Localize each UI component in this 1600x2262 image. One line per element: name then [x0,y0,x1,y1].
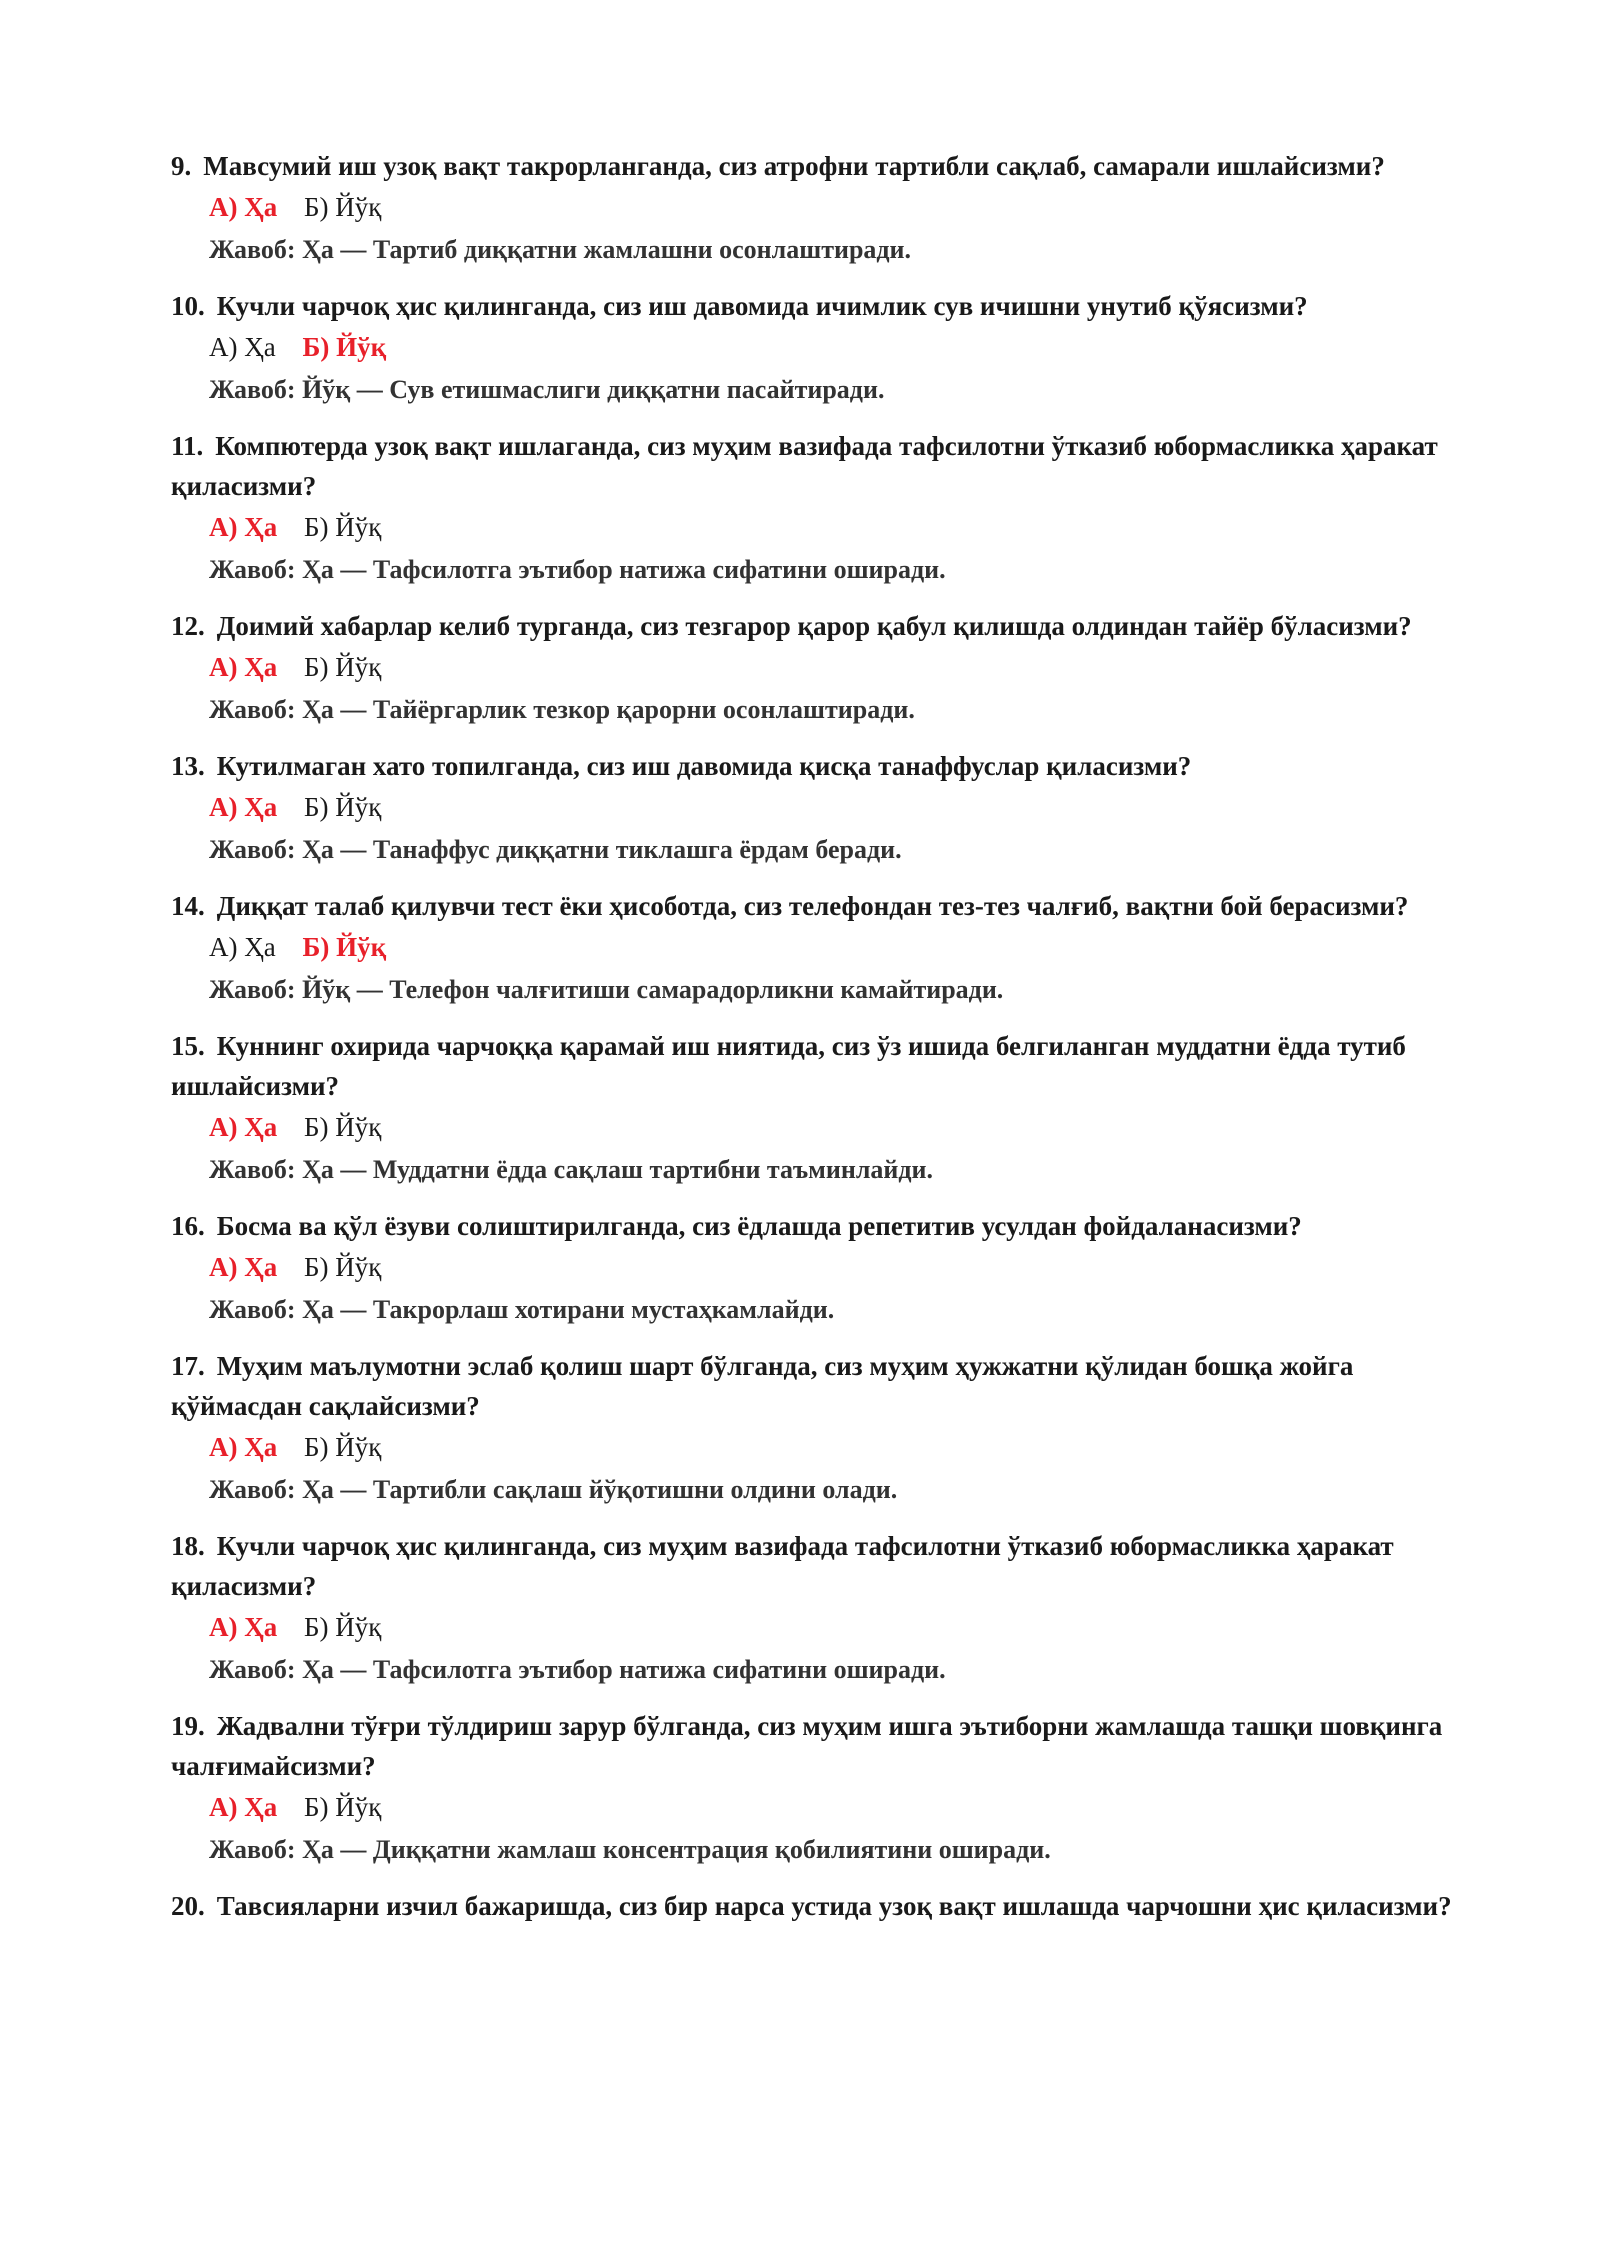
question-9 [171,146,1461,271]
question-number: 16. [171,1211,205,1241]
question-text [171,286,1461,326]
question-body: Диққат талаб қилувчи тест ёки ҳисоботда, сиз телефондан тез-тез чалғиб, вақтни бой берасизми? [216,891,1409,921]
option-a: А) Ҳа [209,1112,278,1142]
answer-options [209,1606,1461,1649]
question-text [171,1526,1461,1606]
question-number: 10. [171,291,205,321]
option-b: Б) Йўқ [302,332,387,362]
question-16 [171,1206,1461,1331]
question-number: 12. [171,611,205,641]
answer-options [209,1426,1461,1469]
option-b: Б) Йўқ [304,1112,382,1142]
option-a: А) Ҳа [209,932,276,962]
answer-options [209,926,1461,969]
option-b: Б) Йўқ [304,512,382,542]
question-body: Муҳим маълумотни эслаб қолиш шарт бўлганда, сиз муҳим ҳужжатни қўлидан бошқа жойга қўймасдан сақлайсизми? [171,1351,1354,1421]
question-body: Кучли чарчоқ ҳис қилинганда, сиз муҳим вазифада тафсилотни ўтказиб юбормасликка ҳаракат қиласизми? [171,1531,1394,1601]
answer-explanation: Жавоб: Ҳа — Тафсилотга эътибор натижа сифатини оширади. [209,1655,946,1684]
option-a: А) Ҳа [209,1792,278,1822]
question-body: Жадвални тўғри тўлдириш зарур бўлганда, сиз муҳим ишга эътиборни жамлашда ташқи шовқинга чалғимайсизми? [171,1711,1443,1781]
answer-options [209,786,1461,829]
option-b: Б) Йўқ [304,1432,382,1462]
question-19 [171,1706,1461,1871]
answer-options [209,646,1461,689]
question-number: 20. [171,1891,205,1921]
answer-options [209,186,1461,229]
question-body: Кучли чарчоқ ҳис қилинганда, сиз иш давомида ичимлик сув ичишни унутиб қўясизми? [216,291,1308,321]
question-text [171,146,1461,186]
option-a: А) Ҳа [209,192,278,222]
answer-explanation: Жавоб: Йўқ — Сув етишмаслиги диққатни пасайтиради. [209,375,885,404]
option-b: Б) Йўқ [304,652,382,682]
answer-explanation: Жавоб: Ҳа — Тафсилотга эътибор натижа сифатини оширади. [209,555,946,584]
question-number: 17. [171,1351,205,1381]
option-a: А) Ҳа [209,652,278,682]
question-12 [171,606,1461,731]
question-number: 9. [171,151,192,181]
option-b: Б) Йўқ [304,192,382,222]
question-body: Куннинг охирида чарчоққа қарамай иш ниятида, сиз ўз ишида белгиланган муддатни ёдда тутиб ишлайсизми? [171,1031,1406,1101]
option-b: Б) Йўқ [304,1252,382,1282]
question-number: 14. [171,891,205,921]
question-text [171,1206,1461,1246]
question-text [171,1026,1461,1106]
answer-explanation: Жавоб: Йўқ — Телефон чалғитиши самарадорликни камайтиради. [209,975,1004,1004]
question-body: Доимий хабарлар келиб турганда, сиз тезгарор қарор қабул қилишда олдиндан тайёр бўласизми? [216,611,1412,641]
document-page [171,146,1461,1941]
question-number: 18. [171,1531,205,1561]
option-a: А) Ҳа [209,332,276,362]
answer-options [209,1786,1461,1829]
question-number: 13. [171,751,205,781]
question-text [171,426,1461,506]
option-a: А) Ҳа [209,1252,278,1282]
question-11 [171,426,1461,591]
question-13 [171,746,1461,871]
option-b: Б) Йўқ [304,1612,382,1642]
answer-explanation: Жавоб: Ҳа — Тайёргарлик тезкор қарорни осонлаштиради. [209,695,915,724]
question-body: Мавсумий иш узоқ вақт такрорланганда, сиз атрофни тартибли сақлаб, самарали ишлайсизми? [203,151,1385,181]
question-number: 11. [171,431,204,461]
question-body: Компютерда узоқ вақт ишлаганда, сиз муҳим вазифада тафсилотни ўтказиб юбормасликка ҳаракат қиласизми? [171,431,1438,501]
question-17 [171,1346,1461,1511]
answer-options [209,506,1461,549]
option-a: А) Ҳа [209,1612,278,1642]
answer-explanation: Жавоб: Ҳа — Такрорлаш хотирани мустаҳкамлайди. [209,1295,835,1324]
question-10 [171,286,1461,411]
question-body: Кутилмаган хато топилганда, сиз иш давомида қисқа танаффуслар қиласизми? [216,751,1192,781]
answer-options [209,1106,1461,1149]
question-20 [171,1886,1461,1926]
question-15 [171,1026,1461,1191]
answer-explanation: Жавоб: Ҳа — Диққатни жамлаш консентрация қобилиятини оширади. [209,1835,1051,1864]
question-14 [171,886,1461,1011]
question-body: Босма ва қўл ёзуви солиштирилганда, сиз ёдлашда репетитив усулдан фойдаланасизми? [216,1211,1302,1241]
question-text [171,746,1461,786]
option-a: А) Ҳа [209,512,278,542]
answer-explanation: Жавоб: Ҳа — Тартибли сақлаш йўқотишни олдини олади. [209,1475,898,1504]
option-b: Б) Йўқ [304,1792,382,1822]
answer-explanation: Жавоб: Ҳа — Танаффус диққатни тиклашга ёрдам беради. [209,835,902,864]
question-text [171,1886,1461,1926]
question-text [171,886,1461,926]
question-number: 15. [171,1031,205,1061]
answer-explanation: Жавоб: Ҳа — Муддатни ёдда сақлаш тартибни таъминлайди. [209,1155,934,1184]
question-18 [171,1526,1461,1691]
option-a: А) Ҳа [209,1432,278,1462]
question-number: 19. [171,1711,205,1741]
answer-explanation: Жавоб: Ҳа — Тартиб диққатни жамлашни осонлаштиради. [209,235,912,264]
question-text [171,606,1461,646]
question-body: Тавсияларни изчил бажаришда, сиз бир нарса устида узоқ вақт ишлашда чарчошни ҳис қиласизми? [216,1891,1452,1921]
question-text [171,1706,1461,1786]
option-b: Б) Йўқ [304,792,382,822]
answer-options [209,326,1461,369]
question-text [171,1346,1461,1426]
answer-options [209,1246,1461,1289]
option-a: А) Ҳа [209,792,278,822]
option-b: Б) Йўқ [302,932,387,962]
